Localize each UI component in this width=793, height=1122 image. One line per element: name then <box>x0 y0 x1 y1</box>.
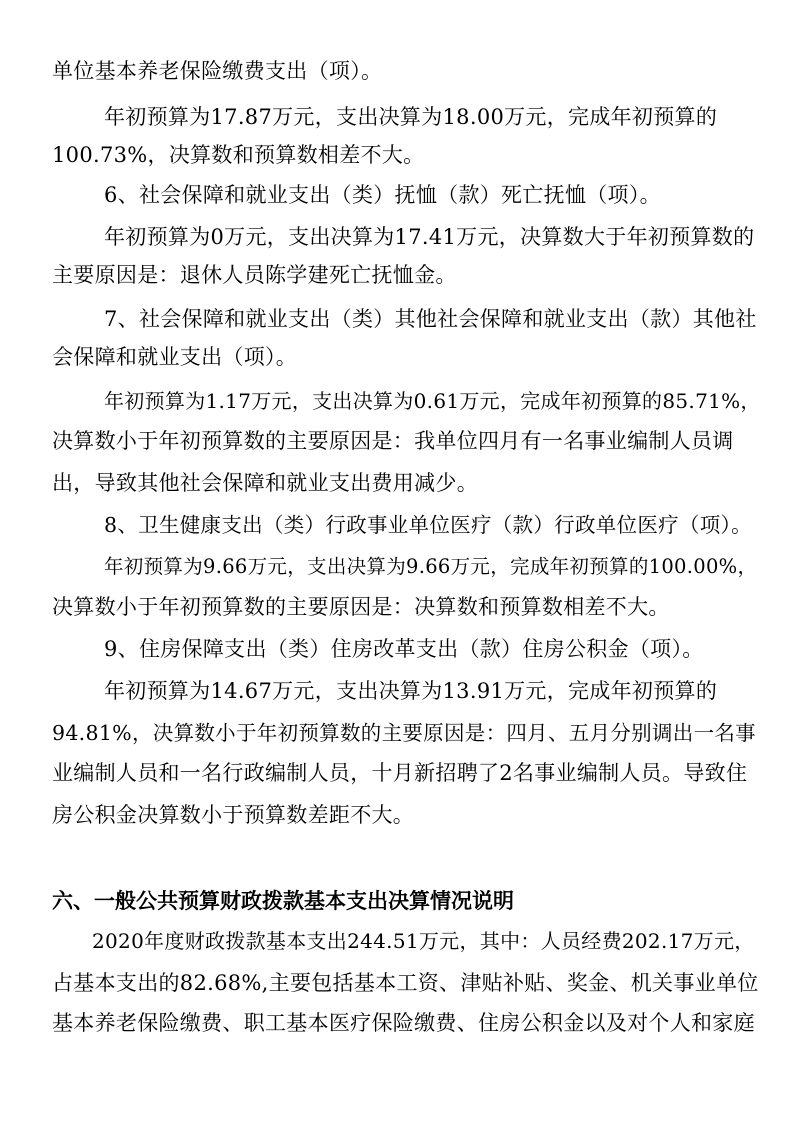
text-line: 单位基本养老保险缴费支出（项）。 <box>52 59 383 83</box>
text-line: 6、社会保障和就业支出（类）抚恤（款）死亡抚恤（项）。 <box>104 183 661 207</box>
text-line: 年初预算为0万元，支出决算为17.41万元，决算数大于年初预算数的 <box>104 225 755 249</box>
text-line: 房公积金决算数小于预算数差距不大。 <box>52 803 415 827</box>
section-heading: 六、一般公共预算财政拨款基本支出决算情况说明 <box>52 889 514 913</box>
text-line: 出，导致其他社会保障和就业支出费用减少。 <box>52 471 478 495</box>
text-line: 8、卫生健康支出（类）行政事业单位医疗（款）行政单位医疗（项）。 <box>104 513 752 537</box>
text-line: 年初预算为9.66万元，支出决算为9.66万元，完成年初预算的100.00%， <box>104 555 758 578</box>
text-line: 主要原因是：退休人员陈学建死亡抚恤金。 <box>52 263 457 287</box>
text-line: 决算数小于年初预算数的主要原因是：我单位四月有一名事业编制人员调 <box>52 429 734 453</box>
text-line: 占基本支出的82.68%,主要包括基本工资、津贴补贴、奖金、机关事业单位 <box>52 971 759 995</box>
text-line: 基本养老保险缴费、职工基本医疗保险缴费、住房公积金以及对个人和家庭 <box>52 1011 755 1035</box>
text-line: 100.73%，决算数和预算数相差不大。 <box>52 143 425 167</box>
text-line: 决算数小于年初预算数的主要原因是：决算数和预算数相差不大。 <box>52 595 670 619</box>
text-line: 年初预算为1.17万元，支出决算为0.61万元，完成年初预算的85.71%， <box>104 389 761 413</box>
text-line: 年初预算为17.87万元，支出决算为18.00万元，完成年初预算的 <box>104 105 718 129</box>
text-line: 年初预算为14.67万元，支出决算为13.91万元，完成年初预算的 <box>104 679 718 703</box>
text-line: 业编制人员和一名行政编制人员，十月新招聘了2名事业编制人员。导致住 <box>52 761 748 785</box>
text-line: 会保障和就业支出（项）。 <box>52 345 298 369</box>
text-line: 2020年度财政拨款基本支出244.51万元，其中：人员经费202.17万元， <box>92 929 755 953</box>
text-line: 9、住房保障支出（类）住房改革支出（款）住房公积金（项）。 <box>104 637 704 661</box>
text-line: 94.81%，决算数小于年初预算数的主要原因是：四月、五月分别调出一名事 <box>52 721 756 745</box>
text-line: 7、社会保障和就业支出（类）其他社会保障和就业支出（款）其他社 <box>104 307 757 331</box>
